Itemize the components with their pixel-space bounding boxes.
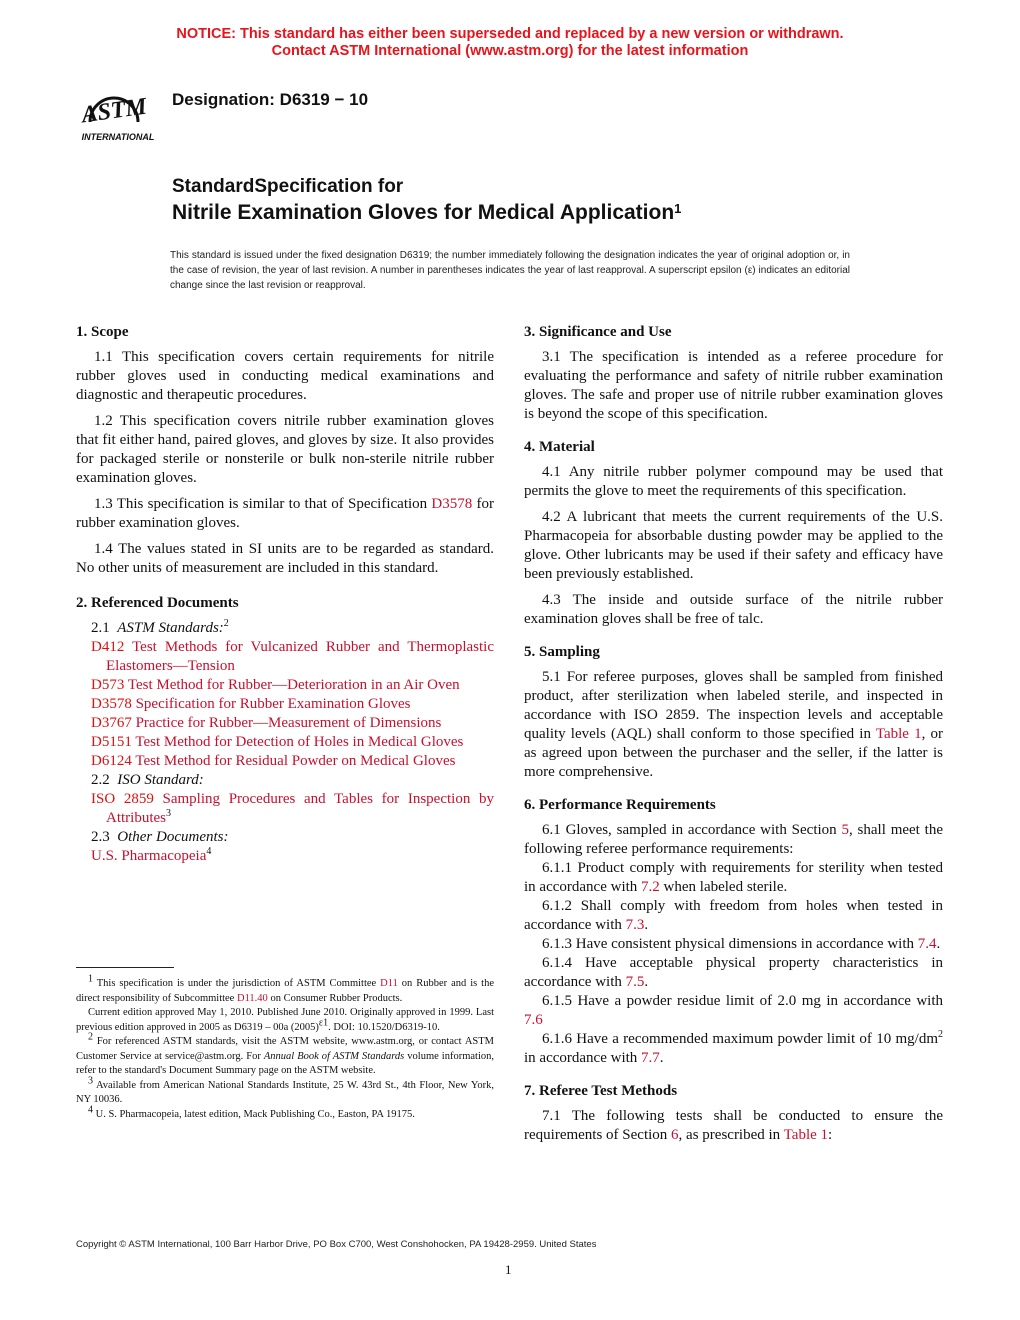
link-d3578[interactable]: D3578 xyxy=(431,496,473,512)
reference-item-d3767[interactable] xyxy=(76,714,494,733)
title-line-1: StandardSpecification for xyxy=(172,176,404,197)
para-6-1-5: 6.1.5 Have a powder residue limit of 2.0 mg in accordance with 7.6 xyxy=(524,993,943,1028)
section-heading-significance: 3. Significance and Use xyxy=(524,324,672,340)
section-heading-sampling: 5. Sampling xyxy=(524,644,600,660)
footnote-divider xyxy=(76,967,174,968)
reference-title[interactable]: Practice for Rubber—Measurement of Dimensions xyxy=(135,715,442,731)
link-7-4[interactable]: 7.4 xyxy=(917,936,937,952)
section-heading-referee: 7. Referee Test Methods xyxy=(524,1083,678,1099)
astm-logo xyxy=(76,76,160,144)
title-footnote-mark: 1 xyxy=(674,201,682,216)
para-1-2: 1.2 This specification covers nitrile rubber examination gloves that fit either hand, paired gloves, and gloves by size. It also provides for packaged sterile or nonsterile or bulk non-sterile nitrile rubber examination gloves. xyxy=(76,413,494,486)
link-section-5[interactable]: 5 xyxy=(841,822,849,838)
reference-code[interactable]: D6124 xyxy=(91,753,132,769)
link-7-3[interactable]: 7.3 xyxy=(625,917,645,933)
document-title xyxy=(172,175,681,227)
link-table-1b[interactable]: Table 1 xyxy=(783,1127,829,1143)
left-column xyxy=(76,323,494,866)
reference-title[interactable]: Test Method for Detection of Holes in Medical Gloves xyxy=(135,734,464,750)
link-section-6[interactable]: 6 xyxy=(671,1127,679,1143)
link-d11[interactable]: D11 xyxy=(380,978,398,989)
logo-subtext: INTERNATIONAL xyxy=(81,132,155,142)
page-number: 1 xyxy=(505,1262,512,1277)
other-documents-label: 2.3 Other Documents: xyxy=(91,829,229,845)
para-4-2: 4.2 A lubricant that meets the current requirements of the U.S. Pharmacopeia for absorbable dusting powder may be applied to the glove. Other lubricants may be used if their safety and efficacy have been previously established. xyxy=(524,509,943,582)
para-4-1: 4.1 Any nitrile rubber polymer compound may be used that permits the glove to meet the requirements of this specification. xyxy=(524,464,943,499)
para-6-1-1: 6.1.1 Product comply with requirements for sterility when tested in accordance with 7.2 when labeled sterile. xyxy=(524,860,943,895)
reference-item-d412[interactable] xyxy=(76,638,494,676)
link-7-5[interactable]: 7.5 xyxy=(625,974,645,990)
reference-title[interactable]: Test Method for Residual Powder on Medical Gloves xyxy=(135,753,456,769)
reference-item-d5151[interactable] xyxy=(76,733,494,752)
link-7-7[interactable]: 7.7 xyxy=(641,1050,660,1066)
designation: Designation: D6319 − 10 xyxy=(172,90,369,109)
footnote-4: $^4$ U. S. Pharmacopeia, latest edition, Mack Publishing Co., Easton, PA 19175. xyxy=(88,1104,415,1120)
reference-item-d573[interactable] xyxy=(76,676,494,695)
preamble: This standard is issued under the fixed designation D6319; the number immediately following the designation indicates the year of original adoption or, in the case of revision, the year of last revision. A number in parentheses indicates the year of last reapproval. A superscript epsilon (ε) indicates an editorial change since the last revision or reapproval. xyxy=(170,250,850,291)
section-heading-material: 4. Material xyxy=(524,439,595,455)
reference-code[interactable]: D573 xyxy=(91,677,125,693)
reference-list xyxy=(76,638,494,771)
section-heading-performance: 6. Performance Requirements xyxy=(524,797,716,813)
reference-title[interactable]: Test Method for Rubber—Deterioration in an Air Oven xyxy=(127,677,460,693)
right-column xyxy=(524,323,943,1152)
reference-code[interactable]: D5151 xyxy=(91,734,132,750)
footnote-3: $^3$ Available from American National Standards Institute, 25 W. 43rd St., 4th Floor, New York, NY 10036. xyxy=(76,1075,494,1105)
notice-line-2: Contact ASTM International (www.astm.org) for the latest information xyxy=(271,43,749,59)
para-1-3: 1.3 This specification is similar to that of Specification D3578 for rubber examination gloves. xyxy=(76,496,494,531)
section-heading-refdocs: 2. Referenced Documents xyxy=(76,595,239,611)
reference-title[interactable]: Specification for Rubber Examination Gloves xyxy=(135,696,411,712)
link-d11-40[interactable]: D11.40 xyxy=(236,992,268,1004)
footnote-2: $^2$ For referenced ASTM standards, visit the ASTM website, www.astm.org, or contact ASTM Customer Service at service@astm.org. For Annual Book of ASTM Standards volume information, refer to the standard's Document Summary page on the ASTM website. xyxy=(76,1031,494,1076)
link-7-2[interactable]: 7.2 xyxy=(641,879,660,895)
footnote-1-edition: Current edition approved May 1, 2010. Published June 2010. Originally approved in 1999. Last previous edition approved in 2005 as D6319 – 00a $(2005)^{\varepsilon 1}$. DOI: 10.1520/D6319-10. xyxy=(76,1007,494,1033)
para-6-1-2: 6.1.2 Shall comply with freedom from holes when tested in accordance with 7.3. xyxy=(524,898,943,933)
para-6-1-3: 6.1.3 Have consistent physical dimensions in accordance with 7.4. xyxy=(542,936,941,952)
para-6-1: 6.1 Gloves, sampled in accordance with Section 5, shall meet the following referee performance requirements: xyxy=(524,822,943,857)
para-1-1: 1.1 This specification covers certain requirements for nitrile rubber gloves used in conducting medical examinations and diagnostic and therapeutic procedures. xyxy=(76,349,494,403)
notice-line-1: NOTICE: This standard has either been superseded and replaced by a new version or withdrawn. xyxy=(176,26,844,42)
iso-standard-label: 2.2 ISO Standard: xyxy=(91,772,204,788)
para-6-1-6: 6.1.6 Have a recommended maximum powder limit of 10 $mg/dm^2$ in accordance with 7.7. xyxy=(524,1029,943,1066)
astm-standards-label: 2.1 ASTM Standards:$^2$ xyxy=(91,618,229,636)
footnote-1: $^1$ This specification is under the jurisdiction of ASTM Committee D11 on Rubber and is the direct responsibility of Subcommittee D11.40 on Consumer Rubber Products. xyxy=(76,973,494,1004)
link-table-1[interactable]: Table 1 xyxy=(875,726,922,742)
footnotes xyxy=(76,973,494,1122)
para-3-1: 3.1 The specification is intended as a referee procedure for evaluating the performance and safety of nitrile rubber examination gloves. The safe and proper use of nitrile rubber examination gloves is beyond the scope of this specification. xyxy=(524,349,943,422)
reference-item-usp[interactable]: U.S. Pharmacopeia$^4$ xyxy=(91,846,212,864)
copyright-notice: Copyright © ASTM International, 100 Barr Harbor Drive, PO Box C700, West Conshohocken, PA 19428-2959. United States xyxy=(76,1239,597,1250)
reference-code[interactable]: D412 xyxy=(91,639,125,655)
reference-code[interactable]: D3767 xyxy=(91,715,132,731)
para-4-3: 4.3 The inside and outside surface of the nitrile rubber examination gloves shall be free of talc. xyxy=(524,592,943,627)
link-7-6[interactable]: 7.6 xyxy=(524,1012,543,1028)
reference-item-iso-2859[interactable]: ISO 2859 Sampling Procedures and Tables for Inspection by Attributes$^3$ xyxy=(91,791,494,826)
para-1-4: 1.4 The values stated in SI units are to be regarded as standard. No other units of measurement are included in this standard. xyxy=(76,541,494,576)
reference-item-d3578[interactable] xyxy=(76,695,494,714)
logo-text: ASTM xyxy=(79,93,149,129)
reference-code[interactable]: D3578 xyxy=(91,696,132,712)
reference-title[interactable]: Test Methods for Vulcanized Rubber and Thermoplastic Elastomers—Tension xyxy=(106,639,495,674)
para-5-1: 5.1 For referee purposes, gloves shall be sampled from finished product, after sterilization when labeled sterile, and inspected in accordance with ISO 2859. The inspection levels and acceptable quality levels (AQL) shall conform to those specified in Table 1, or as agreed upon between the purchaser and the seller, if the latter is more comprehensive. xyxy=(524,669,943,780)
reference-item-d6124[interactable] xyxy=(76,752,494,771)
para-7-1: 7.1 The following tests shall be conducted to ensure the requirements of Section 6, as prescribed in Table 1: xyxy=(524,1108,943,1143)
withdrawal-notice xyxy=(0,26,1020,60)
title-line-2: Nitrile Examination Gloves for Medical Application xyxy=(172,201,675,224)
section-heading-scope: 1. Scope xyxy=(76,324,129,340)
para-6-1-4: 6.1.4 Have acceptable physical property characteristics in accordance with 7.5. xyxy=(524,955,943,990)
